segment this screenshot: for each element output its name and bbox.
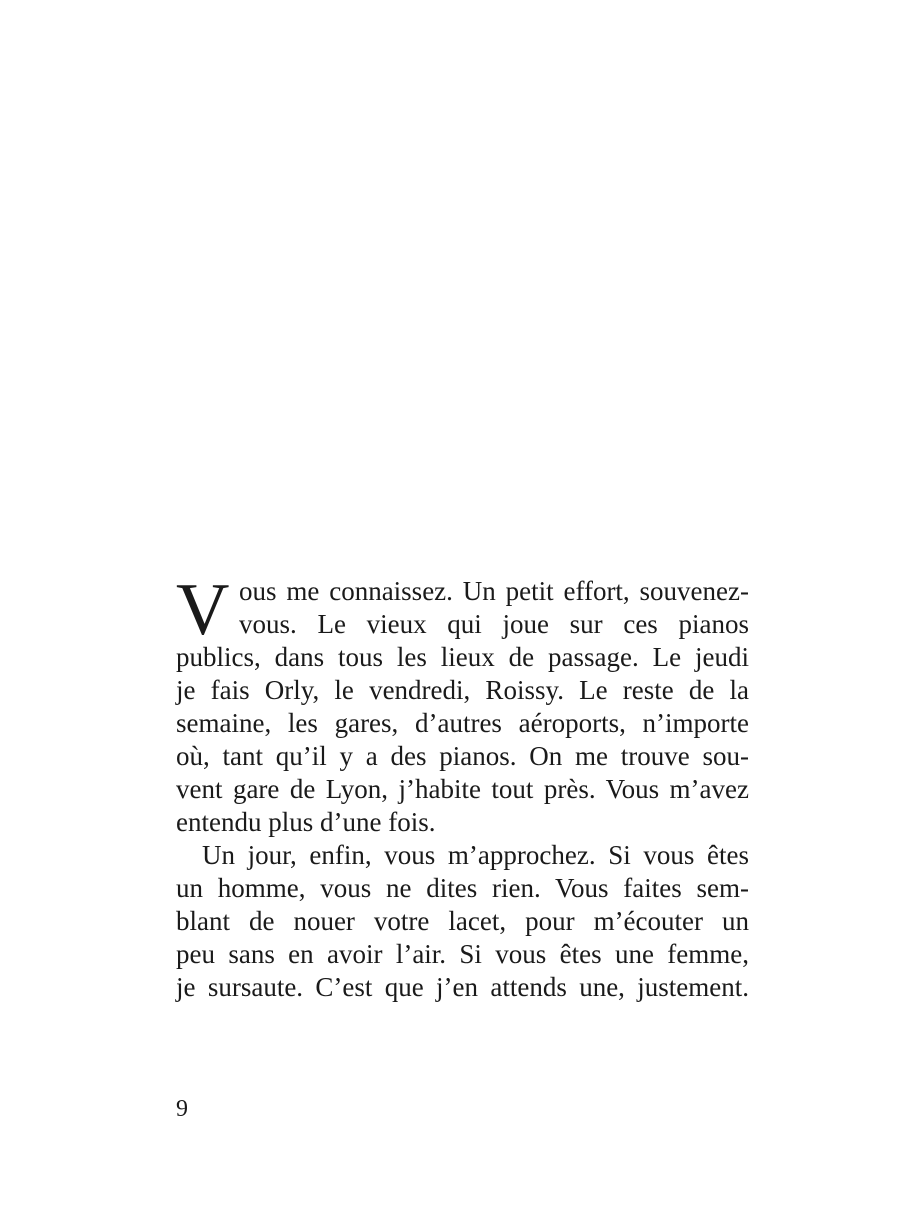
paragraph-2	[176, 839, 749, 1004]
text-line: vous. Le vieux qui joue sur ces pianos	[239, 609, 749, 639]
text-line: vent gare de Lyon, j’habite tout près. Vous m’avez	[176, 774, 749, 804]
text-line: où, tant qu’il y a des pianos. On me trouve sou-	[176, 741, 749, 771]
text-line: je fais Orly, le vendredi, Roissy. Le reste de la	[176, 675, 749, 705]
text-line: blant de nouer votre lacet, pour m’écouter un	[176, 906, 749, 936]
body-text	[176, 575, 749, 1004]
text-line: semaine, les gares, d’autres aéroports, n’importe	[176, 708, 749, 738]
text-line: publics, dans tous les lieux de passage. Le jeudi	[176, 642, 749, 672]
text-line: entendu plus d’une fois.	[176, 807, 436, 837]
drop-cap-letter: V	[176, 579, 230, 645]
text-line: ous me connaissez. Un petit effort, souvenez-	[239, 576, 749, 606]
text-line: peu sans en avoir l’air. Si vous êtes une femme,	[176, 939, 749, 969]
text-line: je sursaute. C’est que j’en attends une, justement.	[176, 972, 749, 1002]
paragraph-1	[176, 575, 749, 839]
page-number: 9	[176, 1096, 188, 1122]
text-line: Un jour, enfin, vous m’approchez. Si vous êtes	[202, 840, 749, 870]
text-line: un homme, vous ne dites rien. Vous faites sem-	[176, 873, 749, 903]
